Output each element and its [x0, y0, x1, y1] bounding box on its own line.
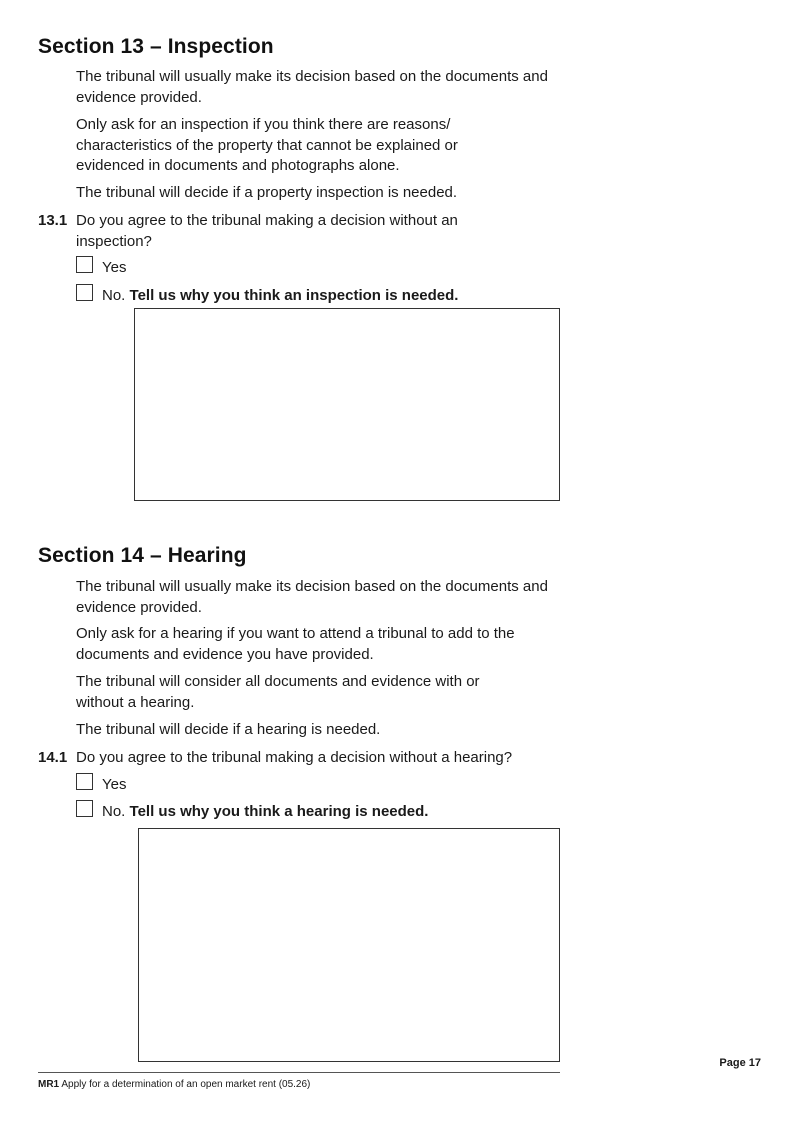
footer-form-title: Apply for a determination of an open market rent (05.26) [61, 1079, 311, 1090]
question-14-1-number: 14.1 [38, 749, 68, 766]
no-label [102, 802, 428, 822]
section-13-paragraph: Only ask for an inspection if you think there are reasons/ characteristics of the property that cannot be explained or evidenced in documents and photographs alone. [76, 116, 458, 174]
option-14-1-no[interactable] [76, 802, 428, 822]
yes-label: Yes [102, 259, 127, 276]
option-13-1-yes[interactable] [76, 258, 126, 278]
section-13-paragraph: The tribunal will decide if a property inspection is needed. [76, 184, 458, 201]
no-instruction: Tell us why you think a hearing is needed. [129, 803, 429, 820]
section-14-heading: Section 14 – Hearing [38, 544, 247, 567]
inspection-reason-textbox[interactable] [134, 308, 560, 501]
no-prefix: No. [102, 287, 126, 304]
question-14-1-text: Do you agree to the tribunal making a decision without a hearing? [76, 749, 513, 766]
no-checkbox[interactable] [76, 800, 93, 817]
yes-label: Yes [102, 776, 127, 793]
no-checkbox[interactable] [76, 284, 93, 301]
question-13-1-number: 13.1 [38, 212, 68, 229]
no-instruction: Tell us why you think an inspection is needed. [129, 287, 459, 304]
footer-form-code: MR1 [38, 1079, 60, 1090]
footer-form-info [38, 1078, 310, 1091]
no-label [102, 286, 458, 306]
question-13-1-text: Do you agree to the tribunal making a decision without an inspection? [76, 212, 458, 250]
no-prefix: No. [102, 803, 126, 820]
section-14-paragraph: The tribunal will usually make its decision based on the documents and evidence provided. [76, 578, 548, 616]
section-14-paragraph: The tribunal will consider all documents and evidence with or without a hearing. [76, 673, 480, 711]
footer-divider [38, 1072, 560, 1073]
section-14-paragraph: The tribunal will decide if a hearing is needed. [76, 721, 381, 738]
section-14-paragraph: Only ask for a hearing if you want to attend a tribunal to add to the documents and evidence you have provided. [76, 625, 515, 663]
section-13-heading: Section 13 – Inspection [38, 35, 274, 58]
yes-checkbox[interactable] [76, 256, 93, 273]
option-14-1-yes[interactable] [76, 775, 126, 795]
section-13-paragraph: The tribunal will usually make its decision based on the documents and evidence provided. [76, 68, 548, 106]
page-number: Page 17 [719, 1057, 761, 1069]
yes-checkbox[interactable] [76, 773, 93, 790]
option-13-1-no[interactable] [76, 286, 458, 306]
hearing-reason-textbox[interactable] [138, 828, 560, 1062]
